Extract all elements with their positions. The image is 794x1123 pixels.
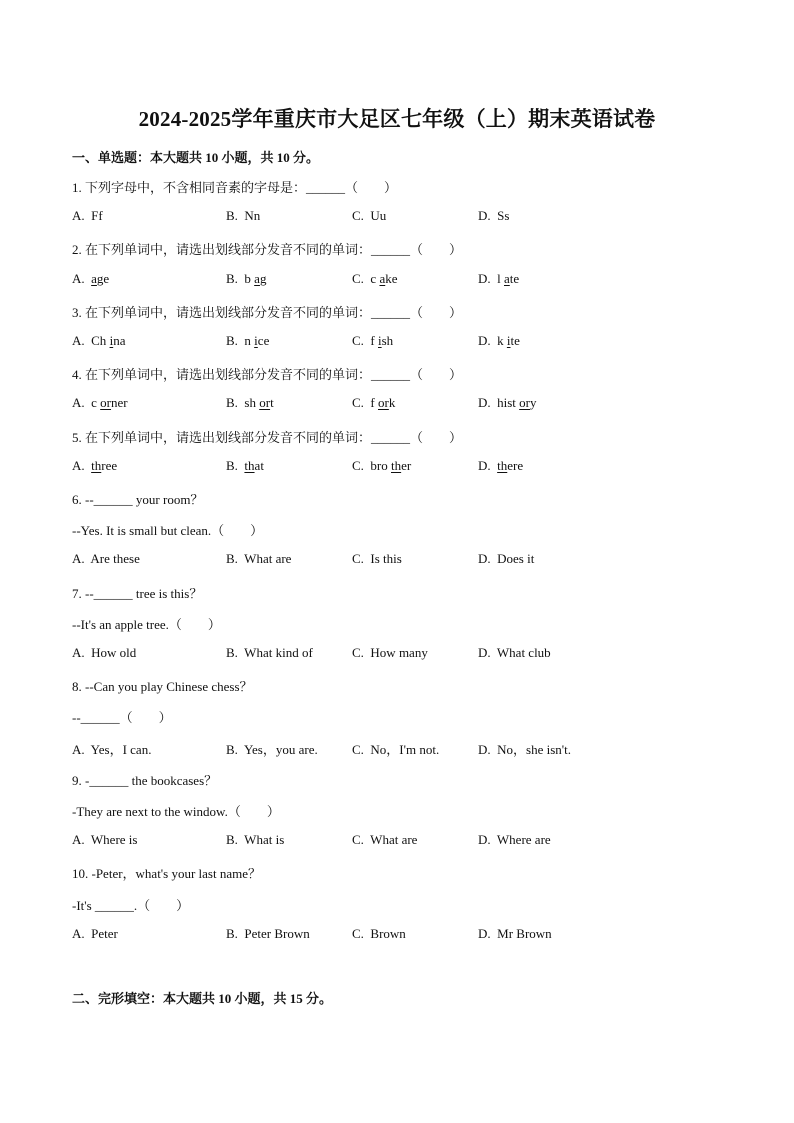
option-text: A. Yes，I can. <box>72 741 152 757</box>
option-b <box>226 926 310 942</box>
options-row <box>72 926 722 944</box>
option-b <box>226 832 284 848</box>
question-stem: 3. 在下列单词中，请选出划线部分发音不同的单词：______（ ） <box>72 304 463 320</box>
option-text: te <box>509 270 520 286</box>
option-text: k <box>388 395 396 411</box>
underlined-letters: or <box>378 395 389 411</box>
option-text: sh <box>381 333 394 348</box>
option-d <box>478 551 534 567</box>
exam-title: 2024-2025学年重庆市大足区七年级（上）期末英语试卷 <box>138 107 656 131</box>
option-text: D. No，she isn't. <box>478 741 571 757</box>
option-a <box>72 208 103 224</box>
option-text: te <box>510 333 520 348</box>
option-text: A. <box>72 270 92 286</box>
option-text: B. What is <box>226 832 285 848</box>
option-text: t <box>270 395 274 411</box>
option-c <box>352 739 439 758</box>
underlined-letters: i <box>506 333 511 348</box>
option-text: at <box>254 457 264 473</box>
option-text: B. Peter Brown <box>226 925 310 941</box>
option-a <box>72 551 140 567</box>
option-text: B. n <box>226 333 255 348</box>
option-c <box>352 551 402 567</box>
option-text: C. How many <box>352 645 428 660</box>
question-stem: 10. -Peter，what's your last name？ <box>72 866 261 882</box>
option-c <box>352 832 417 848</box>
question-line: -It's ______.（ ） <box>72 897 190 913</box>
option-b <box>226 458 264 474</box>
option-b <box>226 271 266 287</box>
question-stem: 4. 在下列单词中，请选出划线部分发音不同的单词：______（ ） <box>72 367 463 383</box>
underlined-letters: i <box>109 333 114 348</box>
option-d <box>478 739 571 758</box>
option-c <box>352 645 428 661</box>
option-a <box>72 458 117 474</box>
underlined-letters: a <box>254 270 260 286</box>
options-row <box>72 458 722 476</box>
option-text: A. Where is <box>72 832 138 848</box>
option-text: B. <box>226 457 245 473</box>
option-text: A. Ch <box>72 333 110 348</box>
option-text: A. Are these <box>72 551 140 567</box>
option-a <box>72 395 128 411</box>
option-text: D. Does it <box>478 551 535 567</box>
option-d <box>478 395 537 411</box>
option-text: D. l <box>478 270 504 286</box>
option-text: ere <box>507 457 524 473</box>
underlined-letters: i <box>254 333 258 348</box>
option-text: D. hist <box>478 395 520 411</box>
underlined-letters: or <box>259 395 271 411</box>
option-b <box>226 739 318 758</box>
option-text: D. k <box>478 333 507 348</box>
section-2-heading: 二、完形填空：本大题共 10 小题，共 15 分。 <box>72 991 333 1006</box>
question-stem: 7. --______ tree is this？ <box>72 585 203 601</box>
option-c <box>352 395 395 411</box>
option-d <box>478 926 552 942</box>
options-row <box>72 645 722 663</box>
question-stem: 1. 下列字母中，不含相同音素的字母是：______（ ） <box>72 180 398 195</box>
option-text: C. bro <box>352 457 391 473</box>
question-stem: 2. 在下列单词中，请选出划线部分发音不同的单词：______（ ） <box>72 242 463 258</box>
option-c <box>352 271 398 287</box>
option-text: B. sh <box>226 395 260 411</box>
underlined-letters: th <box>497 457 508 473</box>
question-line: --Yes. It is small but clean.（ ） <box>72 523 264 539</box>
option-d <box>478 832 551 848</box>
option-text: C. No，I'm not. <box>352 741 440 757</box>
option-a <box>72 271 109 287</box>
option-d <box>478 333 520 349</box>
underlined-letters: a <box>504 270 510 286</box>
options-row <box>72 271 722 289</box>
option-text: D. <box>478 457 498 473</box>
option-a <box>72 739 151 758</box>
option-text: C. Brown <box>352 925 406 941</box>
question-line: --It's an apple tree.（ ） <box>72 616 221 632</box>
option-text: g <box>259 270 267 286</box>
option-b <box>226 645 313 661</box>
option-c <box>352 208 386 224</box>
option-text: B. What kind of <box>226 645 313 660</box>
underlined-letters: th <box>91 457 102 473</box>
section-1-heading: 一、单选题：本大题共 10 小题，共 10 分。 <box>72 150 320 165</box>
option-text: B. Yes，you are. <box>226 741 318 757</box>
option-text: A. c <box>72 395 101 411</box>
underlined-letters: th <box>244 457 255 473</box>
question-stem: 8. --Can you play Chinese chess？ <box>72 679 253 695</box>
options-row <box>72 395 722 413</box>
underlined-letters: or <box>100 395 112 411</box>
underlined-letters: or <box>519 395 531 411</box>
option-text: D. Mr Brown <box>478 925 552 941</box>
option-text: D. What club <box>478 645 551 660</box>
option-b <box>226 208 260 224</box>
underlined-letters: i <box>378 333 382 348</box>
options-row <box>72 832 722 850</box>
option-text: C. f <box>352 395 378 411</box>
option-text: ree <box>101 457 118 473</box>
underlined-letters: a <box>91 270 97 286</box>
option-b <box>226 333 269 349</box>
question-stem: 6. --______ your room？ <box>72 492 204 507</box>
option-text: C. Uu <box>352 208 387 224</box>
underlined-letters: a <box>379 270 386 286</box>
option-b <box>226 551 291 567</box>
option-text: C. f <box>352 333 378 348</box>
option-text: D. Where are <box>478 832 551 848</box>
option-text: B. What are <box>226 551 292 567</box>
option-a <box>72 926 118 942</box>
option-a <box>72 333 125 349</box>
option-text: na <box>113 333 126 348</box>
option-text: C. What are <box>352 832 418 848</box>
option-text: A. Peter <box>72 925 118 941</box>
option-text: y <box>530 395 537 411</box>
option-text: A. <box>72 457 92 473</box>
underlined-letters: th <box>391 457 402 473</box>
option-c <box>352 926 406 942</box>
option-d <box>478 271 519 287</box>
option-text: B. Nn <box>226 208 261 224</box>
option-a <box>72 832 137 848</box>
option-text: B. b <box>226 270 255 286</box>
question-stem: 5. 在下列单词中，请选出划线部分发音不同的单词：______（ ） <box>72 429 463 445</box>
option-text: C. c <box>352 270 380 286</box>
option-d <box>478 645 551 661</box>
question-stem: 9. -______ the bookcases？ <box>72 772 218 788</box>
option-d <box>478 208 509 224</box>
option-d <box>478 458 523 474</box>
option-text: A. Ff <box>72 208 103 224</box>
option-a <box>72 645 136 661</box>
options-row <box>72 333 722 351</box>
option-c <box>352 458 411 474</box>
options-row <box>72 551 722 569</box>
options-row <box>72 208 722 226</box>
option-text: A. How old <box>72 645 137 660</box>
option-text: D. Ss <box>478 208 510 224</box>
option-b <box>226 395 274 411</box>
option-text: ner <box>111 395 128 411</box>
option-text: C. Is this <box>352 551 402 567</box>
option-text: er <box>401 457 412 473</box>
question-line: --______（ ） <box>72 710 172 726</box>
option-text: ke <box>385 270 398 286</box>
option-c <box>352 333 393 349</box>
option-text: ce <box>257 333 270 348</box>
option-text: ge <box>96 270 110 286</box>
options-row <box>72 739 722 757</box>
question-line: -They are next to the window.（ ） <box>72 804 280 819</box>
